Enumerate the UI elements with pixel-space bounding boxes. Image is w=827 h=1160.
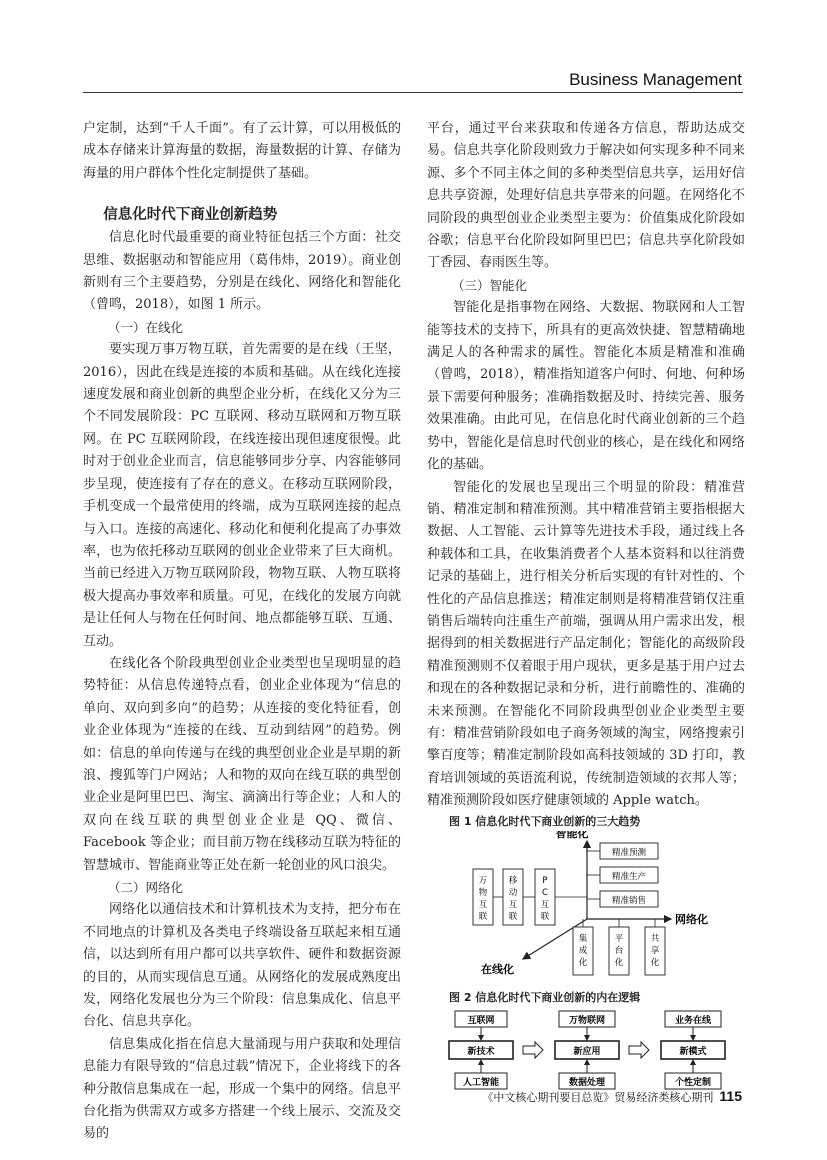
box-network-3: 共享化 bbox=[650, 933, 660, 968]
figure1-diagram bbox=[427, 831, 745, 981]
axis-online-label: 在线化 bbox=[481, 962, 514, 976]
paragraph: 要实现万事万物互联，首先需要的是在线（王坚，2016），因此在线是连接的本质和基础。从在线化连接速度发展和商业创新的典型企业分析，在线化又分为三个不同发展阶段：PC 互联网、移动互联网和万物互联网。在 PC 互联网阶段，在线连接出现但速度很慢。此时对于创业企业而言，信息能够同步分享、内容能够同步呈现，使连接有了存在的意义。在移动互联网阶段，手机变成一个最常使用的终端，成为互联网连接的起点与入口。连接的高速化、移动化和便利化提高了办事效率，也为依托移动互联网的创业企业带来了巨大商机。当前已经进入万物互联网阶段，物物互联、人物互联将极大提高办事效率和质量。可见，在线化的发展方向就是让任何人与物在任何时间、地点都能够互联、互通、互动。 bbox=[83, 342, 401, 649]
section-title: 信息化时代下商业创新趋势 bbox=[103, 207, 278, 224]
paragraph: 信息集成化指在信息大量涌现与用户获取和处理信息能力有限导致的“信息过载”情况下，企业将线下的各种分散信息集成在一起，形成一个集中的网络。信息平台化指为供需双方或多方搭建一个线上展示、交流及交易的 bbox=[83, 1036, 401, 1142]
group2-middle: 新应用 bbox=[573, 1047, 601, 1057]
page-number: 115 bbox=[719, 1088, 742, 1104]
group1-top: 互联网 bbox=[467, 1016, 495, 1026]
paragraph: 信息化时代最重要的商业特征包括三个方面：社交思维、数据驱动和智能应用（葛伟炜，2019）。商业创新则有三个主要趋势，分别是在线化、网络化和智能化（曾鸣，2018），如图 1 所示。 bbox=[83, 230, 401, 313]
paragraph: 网络化以通信技术和计算机技术为支持，把分布在不同地点的计算机及各类电子终端设备互联起来相互通信，以达到所有用户都可以共享软件、硬件和数据资源的目的，从而实现信息互通。从网络化的发展成熟度出发，网络化发展也分为三个阶段：信息集成化、信息平台化、信息共享化。 bbox=[83, 902, 401, 1030]
paragraph: 户定制，达到“千人千面”。有了云计算，可以用极低的成本存储来计算海量的数据，海量数据的计算、存储为海量的用户群体个性化定制提供了基础。 bbox=[83, 121, 401, 181]
paragraph: 智能化的发展也呈现出三个明显的阶段：精准营销、精准定制和精准预测。其中精准营销主要指根据大数据、人工智能、云计算等先进技术手段，通过线上各种载体和工具，在收集消费者个人基本资料和以往消费记录的基础上，进行相关分析后实现的有针对性的、个性化的产品信息推送；精准定制则是将精准营销仅注重销售后端转向注重生产前端，强调从用户需求出发，根据得到的相关数据进行产品定制化；智能化的高级阶段精准预测则不仅着眼于用户现状，更多是基于用户过去和现在的各种数据记录和分析，进行前瞻性的、准确的未来预测。在智能化不同阶段典型创业企业类型主要有：精准营销阶段如电子商务领域的淘宝，网络搜索引擎百度等；精准定制阶段如高科技领域的 3D 打印，教育培训领域的英语流利说，传统制造领域的衣邦人等；精准预测阶段如医疗健康领域的 Apple watch。 bbox=[427, 479, 745, 809]
group3-middle: 新模式 bbox=[679, 1047, 707, 1057]
group1-bottom: 人工智能 bbox=[462, 1078, 500, 1088]
box-intelligent-1: 精准预测 bbox=[611, 847, 647, 858]
page-footer bbox=[0, 1088, 742, 1105]
footer-text: 《中文核心期刊要目总览》贸易经济类核心期刊 bbox=[482, 1091, 714, 1104]
paragraph: 在线化各个阶段典型创业企业类型也呈现明显的趋势特征：从信息传递特点看，创业企业体现为“信息的单向、双向到多向”的趋势；从连接的变化特征看，创业企业体现为“连接的在线、互动到结网”的趋势。例如：信息的单向传递与在线的典型创业企业是早期的新浪、搜狐等门户网站；人和物的双向在线互联的典型创业企业是阿里巴巴、淘宝、滴滴出行等企业；人和人的双向在线互联的典型创业企业是 QQ、微信、Facebook 等企业；而目前万物在线移动互联为特征的智慧城市、智能商业等正处在新一轮创业的风口浪尖。 bbox=[83, 655, 401, 873]
left-column bbox=[83, 118, 401, 1146]
right-column bbox=[427, 118, 745, 1101]
group1-middle: 新技术 bbox=[467, 1047, 495, 1057]
box-network-1: 集成化 bbox=[578, 933, 588, 968]
axis-intelligent-label: 智能化 bbox=[555, 830, 589, 840]
axis-network-label: 网络化 bbox=[675, 912, 708, 926]
logic-group-2 bbox=[555, 1011, 619, 1089]
group3-bottom: 个性定制 bbox=[674, 1078, 712, 1088]
box-online-1: 万物互联 bbox=[478, 875, 488, 922]
box-online-3: P C 互联 bbox=[540, 875, 550, 922]
figure1-title: 图 1 信息化时代下商业创新的三大趋势 bbox=[449, 814, 641, 828]
figure2-title: 图 2 信息化时代下商业创新的内在逻辑 bbox=[449, 991, 641, 1004]
subsection-title: （三）智能化 bbox=[452, 277, 528, 293]
group2-top: 万物联网 bbox=[568, 1016, 606, 1026]
figure2-diagram bbox=[427, 1007, 745, 1093]
running-header: Business Management bbox=[569, 70, 742, 89]
box-intelligent-2: 精准生产 bbox=[611, 871, 647, 882]
box-network-2: 平台化 bbox=[614, 933, 624, 968]
box-online-2: 移动互联 bbox=[508, 875, 518, 922]
logic-group-3 bbox=[661, 1011, 725, 1089]
paragraph: 智能化是指事物在网络、大数据、物联网和人工智能等技术的支持下，所具有的更高效快捷、智慧精确地满足人的各种需求的属性。智能化本质是精准和准确（曾鸣，2018），精准指知道客户何时、何地、何种场景下需要何种服务；准确指数据及时、持续完善、服务效果准确。由此可见，在信息化时代商业创新的三个趋势中，智能化是信息时代创业的核心，是在线化和网络化的基础。 bbox=[427, 300, 745, 473]
header-rule bbox=[83, 92, 743, 93]
logic-group-1 bbox=[449, 1011, 513, 1089]
subsection-title: （一）在线化 bbox=[108, 319, 184, 335]
paragraph: 平台，通过平台来获取和传递各方信息，帮助达成交易。信息共享化阶段则致力于解决如何实现多种不同来源、多个不同主体之间的多种类型信息共享，运用好信息共享资源，处理好信息共享带来的问题。在网络化不同阶段的典型创业企业类型主要为：价值集成化阶段如谷歌；信息平台化阶段如阿里巴巴；信息共享化阶段如丁香园、春雨医生等。 bbox=[427, 121, 745, 271]
subsection-title: （二）网络化 bbox=[108, 880, 184, 895]
group3-top: 业务在线 bbox=[674, 1016, 712, 1026]
group2-bottom: 数据处理 bbox=[568, 1078, 606, 1088]
box-intelligent-3: 精准销售 bbox=[611, 895, 647, 906]
